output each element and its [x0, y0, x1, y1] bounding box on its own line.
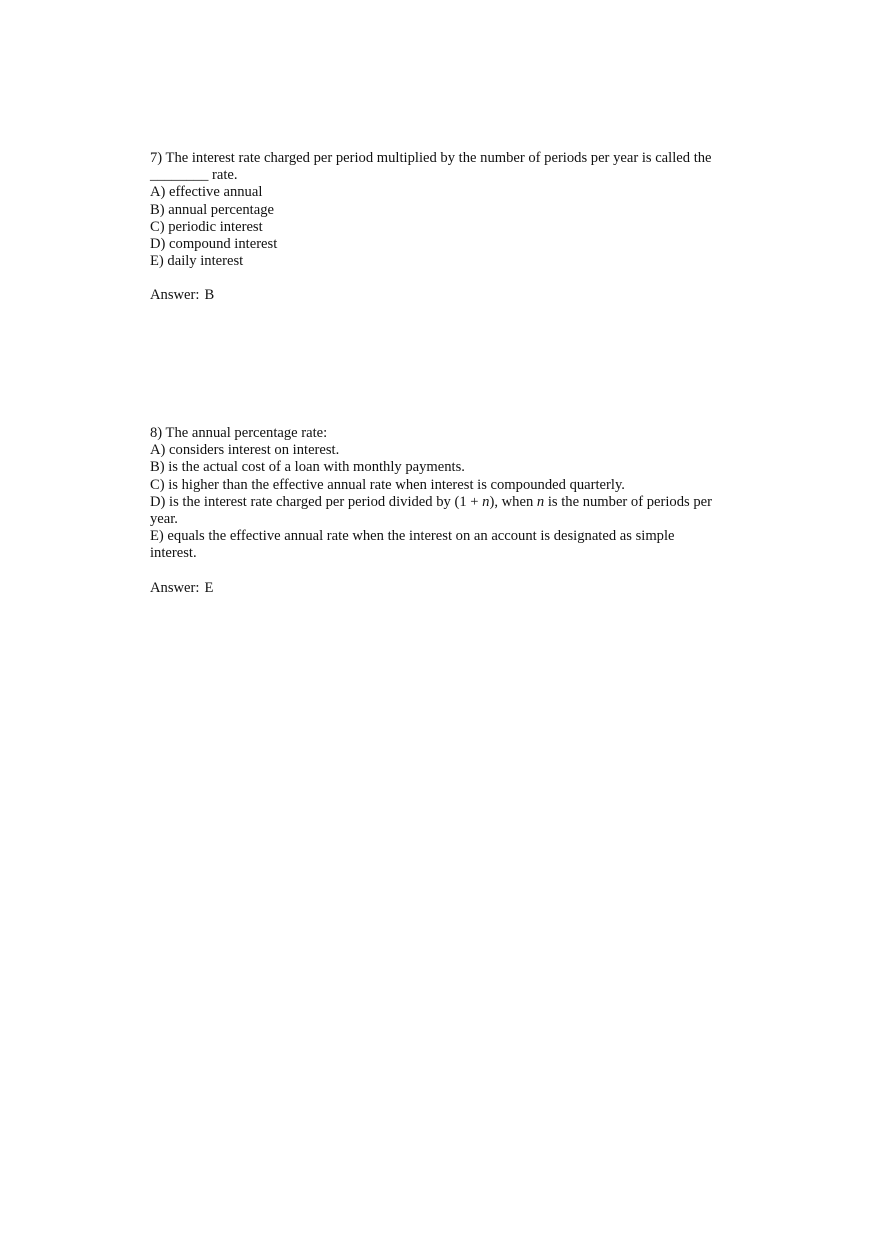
option-a: A) considers interest on interest. [150, 442, 340, 459]
option-a: A) effective annual [150, 184, 263, 201]
option-d [150, 494, 730, 511]
question-7 [150, 150, 730, 305]
variable-n: n [536, 493, 545, 510]
variable-n: n [482, 493, 490, 510]
option-c: C) periodic interest [150, 218, 263, 235]
answer-line [150, 287, 730, 304]
option-e: E) equals the effective annual rate when the interest on an account is designated as simple [150, 528, 675, 545]
option-d-text: is the number of periods per [544, 493, 712, 510]
option-d: D) compound interest [150, 236, 278, 253]
option-d-text: D) is the interest rate charged per period divided by (1 + [150, 493, 483, 510]
option-b: B) annual percentage [150, 201, 274, 218]
question-stem: 8) The annual percentage rate: [150, 425, 328, 441]
option-e-continued: interest. [150, 545, 197, 562]
answer-label: Answer: [150, 287, 200, 304]
option-d-continued: year. [150, 511, 178, 528]
option-c: C) is higher than the effective annual rate when interest is compounded quarterly. [150, 476, 625, 493]
question-stem-continued: ________ rate. [150, 167, 238, 184]
option-d-text: ), when [489, 493, 537, 510]
answer-value: E [204, 579, 214, 596]
question-8 [150, 425, 730, 597]
question-stem: 7) The interest rate charged per period multiplied by the number of periods per year is called the [150, 150, 712, 166]
option-e: E) daily interest [150, 253, 244, 270]
answer-line [150, 580, 730, 597]
answer-value: B [204, 287, 215, 304]
answer-label: Answer: [150, 579, 200, 596]
option-b: B) is the actual cost of a loan with monthly payments. [150, 459, 465, 476]
